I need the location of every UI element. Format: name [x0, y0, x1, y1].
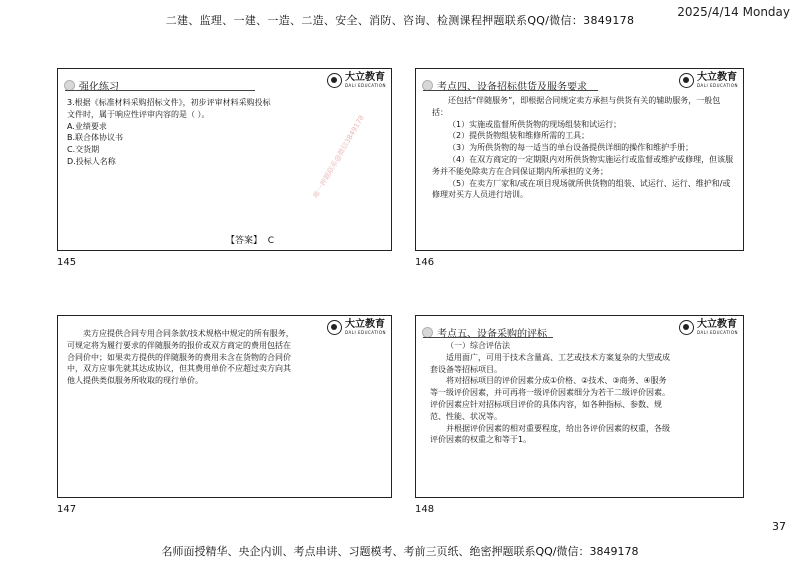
logo-icon: [327, 320, 342, 335]
logo: [679, 320, 738, 335]
logo-cn: 大立教育: [697, 319, 738, 330]
slide-number: 145: [57, 257, 77, 268]
paragraph: 将对招标项目的评价因素分成①价格、②技术、③商务、④服务等一级评价因素，并可再将一级评价因素细分为若干二级评价因素。评价因素应针对招标项目评价的具体内容，如各种指标、参数、规范、性能、状况等。: [430, 376, 670, 421]
paragraph: （3）为所供货物的每一适当的单台设备提供详细的操作和维护手册；: [448, 143, 694, 153]
option-a: A.业绩要求: [67, 121, 107, 131]
header-banner: 二建、监理、一建、一造、二造、安全、消防、咨询、检测课程押题联系QQ/微信：3849178: [165, 14, 635, 27]
date-label: 2025/4/14 Monday: [677, 5, 790, 19]
paragraph: （一）综合评估法: [446, 341, 510, 350]
logo-cn: 大立教育: [345, 72, 386, 83]
question-line: 3.根据《标准材料采购招标文件》，初步评审材料采购投标: [67, 98, 271, 107]
question-line: 文件时，属于响应性评审内容的是（ ）。: [67, 109, 210, 119]
logo-en: DALI EDUCATION: [697, 330, 738, 335]
logo-en: DALI EDUCATION: [345, 330, 386, 335]
paragraph: 还包括“伴随服务”，即根据合同规定卖方承担与供货有关的辅助服务，一般包括：: [432, 96, 721, 117]
paragraph: 并根据评价因素的相对重要程度，给出各评价因素的权重，各级评价因素的权重之和等于1。: [430, 423, 670, 445]
logo: [327, 320, 386, 335]
paragraph: （1）实施或监督所供货物的现场组装和试运行；: [448, 119, 622, 129]
slide-title-text: 考点五、设备采购的评标: [437, 329, 547, 340]
title-underline: [423, 337, 553, 338]
slide-title-text: 考点四、设备招标供货及服务要求: [437, 82, 587, 93]
option-c: C.交货期: [67, 145, 100, 155]
logo-en: DALI EDUCATION: [697, 83, 738, 88]
logo-cn: 大立教育: [345, 319, 386, 330]
question-text: [67, 97, 287, 168]
answer: [226, 233, 274, 246]
option-d: D.投标人名称: [67, 156, 116, 166]
watermark: 唯一押题联系@微信3849178: [311, 113, 366, 200]
title-underline: [65, 90, 255, 91]
page-number: 37: [772, 520, 786, 533]
paragraph: 卖方应提供合同专用合同条款/技术规格中规定的所有服务，可规定将为履行要求的伴随服务的报价或双方商定的费用包括在合同价中；如果卖方提供的伴随服务的费用未含在货物的合同价中，双方应事先就其达成协议，但其费用单价不应超过卖方向其他人提供类似服务所收取的现行单价。: [67, 329, 294, 386]
slide-body: [432, 95, 734, 201]
paragraph: （2）提供货物组装和维修所需的工具；: [448, 131, 590, 141]
logo-cn: 大立教育: [697, 72, 738, 83]
slide-body: [67, 328, 295, 387]
logo-icon: [679, 73, 694, 88]
slide-title-text: 强化练习: [79, 82, 119, 93]
logo: [327, 73, 386, 88]
slide-number: 146: [415, 257, 435, 268]
title-underline: [423, 90, 598, 91]
footer-banner: 名师面授精华、央企内训、考点串讲、习题模考、考前三页纸、绝密押题联系QQ/微信：3849178: [161, 545, 639, 558]
paragraph: （5）在卖方厂家和/或在项目现场就所供货物的组装、试运行、运行、维护和/或修理对买方人员进行培训。: [432, 178, 731, 200]
slide-147: [57, 315, 392, 498]
logo-icon: [679, 320, 694, 335]
answer-label: 【答案】: [226, 236, 263, 246]
logo-icon: [327, 73, 342, 88]
option-b: B.联合体协议书: [67, 133, 124, 143]
slide-body: [430, 340, 674, 446]
slide-number: 148: [415, 504, 435, 515]
answer-value: C: [267, 236, 275, 246]
logo: [679, 73, 738, 88]
paragraph: 适用面广，可用于技术含量高、工艺或技术方案复杂的大型或成套设备等招标项目。: [430, 352, 670, 374]
paragraph: （4）在双方商定的一定期限内对所供货物实施运行或监督或维护或修理，但该服务并不能免除卖方在合同保证期内所承担的义务；: [432, 154, 734, 176]
slide-145: [57, 68, 392, 251]
slide-148: [415, 315, 744, 498]
slide-146: [415, 68, 744, 251]
logo-en: DALI EDUCATION: [345, 83, 386, 88]
slide-number: 147: [57, 504, 77, 515]
